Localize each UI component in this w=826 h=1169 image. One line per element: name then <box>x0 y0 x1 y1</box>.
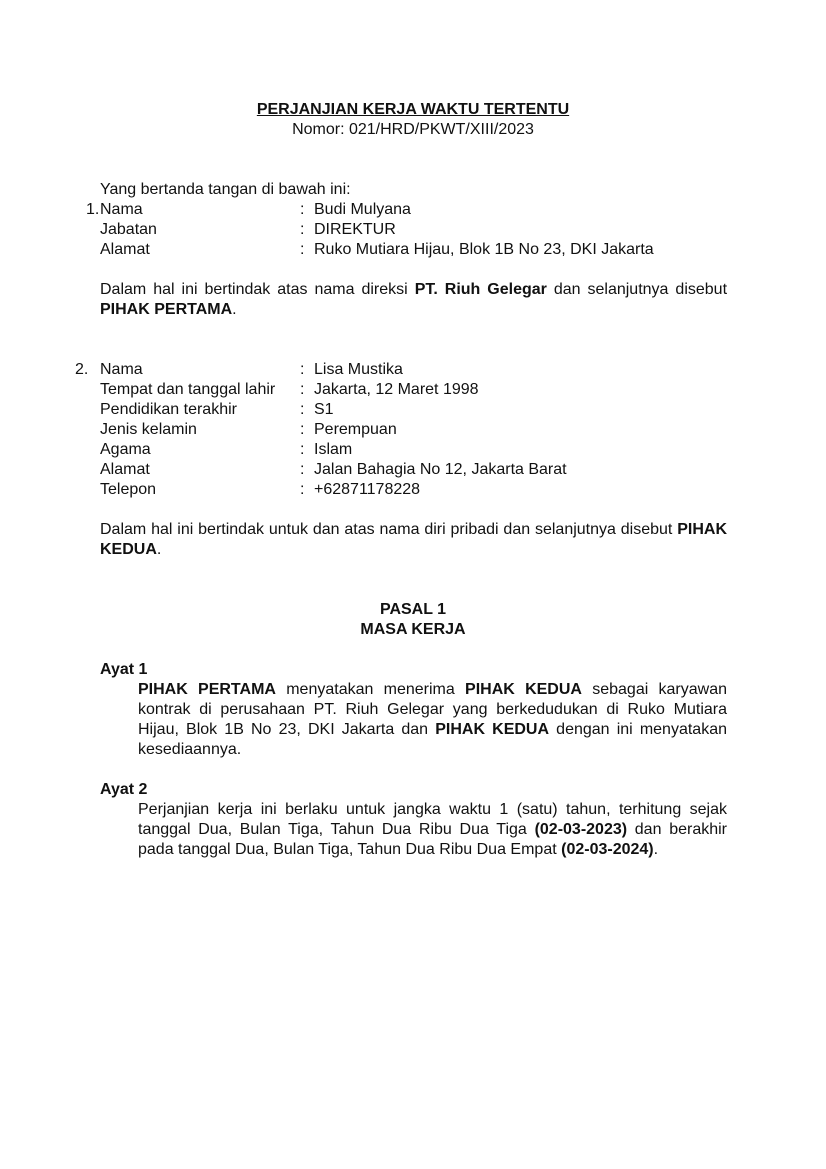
field-value: +62871178228 <box>314 481 421 498</box>
field-value: Islam <box>314 441 353 458</box>
clause1-body: PIHAK PERTAMA menyatakan menerima PIHAK KEDUA sebagai karyawan kontrak di perusahaan PT. Riuh Gelegar yang berkedudukan di Ruko Mutiara Hijau, Blok 1B No 23, DKI Jakarta dan PIHAK KEDUA dengan ini menyatakan kesediaannya. <box>138 681 727 758</box>
clause2-body: Perjanjian kerja ini berlaku untuk jangka waktu 1 (satu) tahun, terhitung sejak tanggal Dua, Bulan Tiga, Tahun Dua Ribu Dua Tiga (02-03-2023) dan berakhir pada tanggal Dua, Bulan Tiga, Tahun Dua Ribu Dua Empat (02-03-2024). <box>138 801 728 858</box>
start-date: (02-03-2023) <box>534 821 628 838</box>
party1-role: PIHAK PERTAMA <box>100 301 233 318</box>
field-colon: : <box>300 381 305 398</box>
field-value: Ruko Mutiara Hijau, Blok 1B No 23, DKI Jakarta <box>314 241 654 258</box>
party1-statement: Dalam hal ini bertindak atas nama direksi PT. Riuh Gelegar dan selanjutnya disebut PIHAK PERTAMA. <box>100 281 728 318</box>
field-label: Tempat dan tanggal lahir <box>100 381 276 398</box>
field-label: Alamat <box>100 241 150 258</box>
company-name: PT. Riuh Gelegar <box>414 281 547 298</box>
field-colon: : <box>300 421 305 438</box>
end-date: (02-03-2024) <box>561 841 654 858</box>
field-colon: : <box>300 361 305 378</box>
field-colon: : <box>300 481 305 498</box>
party1-number: 1. <box>86 201 100 218</box>
field-label: Alamat <box>100 461 150 478</box>
party2-statement: Dalam hal ini bertindak untuk dan atas nama diri pribadi dan selanjutnya disebut PIHAK KEDUA. <box>100 521 727 558</box>
field-label: Nama <box>100 201 143 218</box>
field-colon: : <box>300 201 305 218</box>
field-colon: : <box>300 401 305 418</box>
intro-text: Yang bertanda tangan di bawah ini: <box>100 181 351 198</box>
party2-number: 2. <box>75 361 89 378</box>
field-value: Perempuan <box>314 421 397 438</box>
field-value: Jakarta, 12 Maret 1998 <box>314 381 479 398</box>
field-colon: : <box>300 441 305 458</box>
field-label: Jabatan <box>100 221 157 238</box>
field-value: DIREKTUR <box>314 221 396 238</box>
article-title: MASA KERJA <box>360 621 466 638</box>
field-label: Nama <box>100 361 143 378</box>
document-number: Nomor: 021/HRD/PKWT/XIII/2023 <box>292 121 534 138</box>
field-colon: : <box>300 221 305 238</box>
field-label: Jenis kelamin <box>100 421 197 438</box>
field-label: Agama <box>100 441 151 458</box>
clause2-heading: Ayat 2 <box>100 781 148 798</box>
field-label: Pendidikan terakhir <box>100 401 237 418</box>
party2-role: PIHAK KEDUA <box>100 521 727 558</box>
field-value: Budi Mulyana <box>314 201 411 218</box>
field-value: S1 <box>314 401 334 418</box>
field-label: Telepon <box>100 481 157 498</box>
field-colon: : <box>300 461 305 478</box>
document-title: PERJANJIAN KERJA WAKTU TERTENTU <box>256 101 570 118</box>
field-colon: : <box>300 241 305 258</box>
article-number: PASAL 1 <box>379 601 447 618</box>
field-value: Jalan Bahagia No 12, Jakarta Barat <box>314 461 567 478</box>
clause1-heading: Ayat 1 <box>100 661 148 678</box>
field-value: Lisa Mustika <box>314 361 403 378</box>
